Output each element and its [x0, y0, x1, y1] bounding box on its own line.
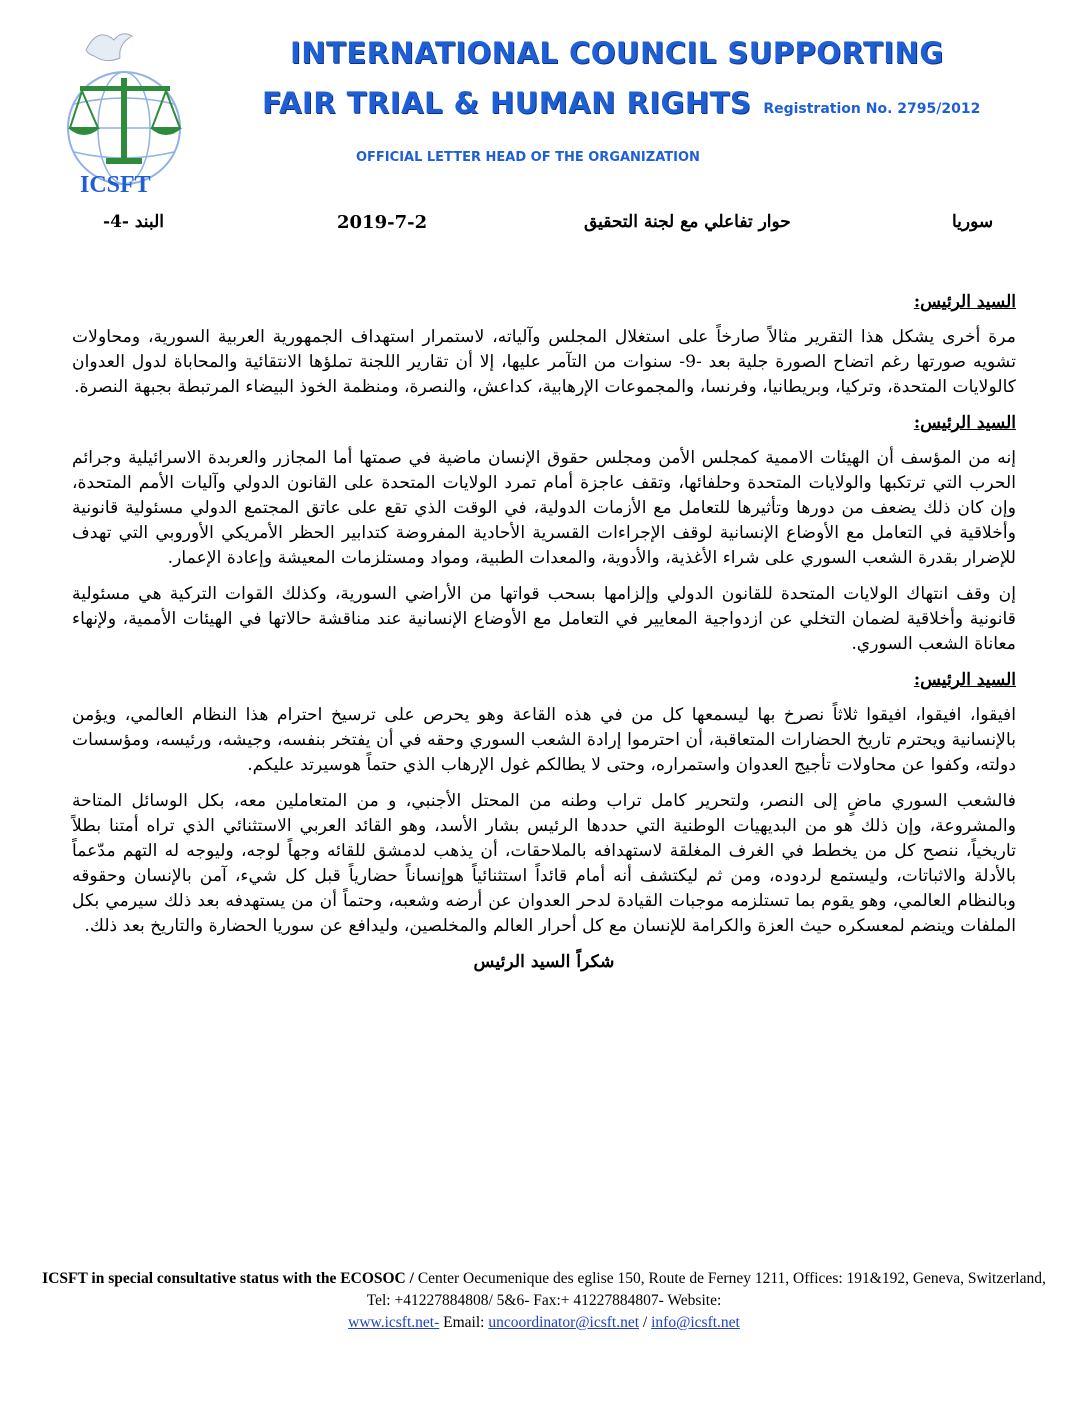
logo-text: ICSFT: [80, 172, 151, 198]
topic-agenda-item: البند -4-: [103, 212, 164, 232]
email-separator: /: [639, 1314, 652, 1331]
footer-organization-status: ICSFT in special consultative status with the ECOSOC /: [42, 1270, 414, 1287]
website-link[interactable]: www.icsft.net-: [348, 1314, 440, 1331]
topic-date: 2019-7-2: [337, 212, 428, 233]
paragraph-4: افيقوا، افيقوا، افيقوا ثلاثاً نصرخ بها ليسمعها كل من في هذه القاعة وهو يحرص على ترسيخ احترام هذا النظام العالمي، ويؤمن بالإنسانية ويحترم تاريخ الحضارات المتعاقبة، أن احترموا إرادة الشعب السوري وحقه في أن يفتخر بنفسه، وجيشه، ورئيسه، ومؤسسات دولته، وكفوا عن محاولات تأجيج العدوان واستمراره، وحتى لا يطالكم غول الإرهاب الذي حتماً هوسيرتد عليكم.: [72, 705, 1016, 775]
email-label: Email:: [439, 1314, 489, 1331]
organization-logo: [58, 20, 188, 210]
salutation-heading: السيد الرئيس:: [913, 413, 1016, 433]
official-letterhead-label: OFFICIAL LETTER HEAD OF THE ORGANIZATION: [356, 150, 700, 165]
paragraph-5: فالشعب السوري ماضٍ إلى النصر، ولتحرير كامل تراب وطنه من المحتل الأجنبي، و من المتعاملين معه، بكل الوسائل المتاحة والمشروعة، وإن ذلك هو من البديهيات الوطنية التي حددها الرئيس بشار الأسد، وهو القائد العربي الاستثنائي الذي تراه أمتنا بطلاً تاريخياً، ننصح كل من يخطط في الغرف المغلقة لاستهدافه بالملاحقات، أن يذهب لدمشق للقائه وجهاً لوجه، وليوجه له التهم مدّعماً بالأدلة والاثباتات، وليستمع لردوده، ومن ثم ليكتشف أنه أمام قائداً استثنائياً هوإنساناً حضارياً قبل كل شيء، آمن بالإنسان وحقوقه وبالنظام العالمي، وهو يقوم بما تستلزمه موجبات القيادة لدحر العدوان عن أرضه وشعبه، وحتماً أن من يستهدفه بعد ذلك سيرمي بكل الملفات وينضم لمعسكره حيث العزة والكرامة للإنسان مع كل أحرار العالم والمخلصين، وليدافع عن سوريا الحضارة والتاريخ بعد ذلك.: [72, 791, 1016, 936]
paragraph-1: مرة أخرى يشكل هذا التقرير مثالاً صارخاً على استغلال المجلس وآلياته، لاستمرار استهداف الجمهورية العربية السورية، ومحاولات تشويه صورتها رغم اتضاح الصورة جلية بعد -9- سنوات من التآمر عليها، إلا أن تقارير اللجنة تملؤها الانتقائية والمحاباة لدول العدوان كالولايات المتحدة، وتركيا، وبريطانيا، وفرنسا، والمجموعات الإرهابية، كداعش، والنصرة، ومنظمة الخوذ البيضاء المرتبطة بجبهة النصرة.: [72, 327, 1017, 397]
paragraph-2: إنه من المؤسف أن الهيئات الاممية كمجلس الأمن ومجلس حقوق الإنسان ماضية في صمتها أما المجازر والعربدة الاسرائيلية وجرائم الحرب التي ترتكبها والولايات المتحدة وحلفائها، وتقف عاجزة أمام تمرد الولايات المتحدة على القانون الدولي وآليات الأمم المتحدة، وإن كان ذلك يضعف من دورها وتأثيرها للتعامل مع الأزمات الدولية، في الوقت الذي تقع على عاتق المجتمع الدولي مسئولية قانونية وأخلاقية في التعامل مع الأوضاع الإنسانية لوقف الإجراءات القسرية الأحادية المفروضة كتدابير الحظر الأمريكي الأوروبي التي تهدف للإضرار بقدرة الشعب السوري على شراء الأغذية، والأدوية، والمعدات الطبية، ومواد ومستلزمات المعيشة وإعادة الإعمار.: [72, 448, 1016, 568]
organization-name-line2-row: [262, 86, 980, 120]
topic-country: سوريا: [952, 212, 994, 232]
footer-address: Center Oecumenique des eglise 150, Route de Ferney 1211, Offices: 191&192, Geneva, Switzerland, Tel: +41227884808/ 5&6- Fax:+ 41227884807- Website:: [366, 1270, 1046, 1309]
salutation-heading: السيد الرئيس:: [913, 670, 1016, 690]
topic-dialogue: حوار تفاعلي مع لجنة التحقيق: [584, 212, 791, 232]
registration-number: Registration No. 2795/2012: [763, 101, 981, 117]
organization-name-line1: INTERNATIONAL COUNCIL SUPPORTING: [290, 36, 944, 70]
email-link-coordinator[interactable]: uncoordinator@icsft.net: [488, 1314, 640, 1331]
statement-body: [72, 290, 1016, 986]
letter-footer: [40, 1268, 1048, 1334]
salutation-heading: السيد الرئيس:: [913, 292, 1016, 312]
organization-name-line2: FAIR TRIAL & HUMAN RIGHTS: [262, 86, 752, 120]
email-link-info[interactable]: info@icsft.net: [651, 1314, 740, 1331]
paragraph-3: إن وقف انتهاك الولايات المتحدة للقانون الدولي وإلزامها بسحب قواتها من الأراضي السورية، وكذلك القوات التركية هي مسئولية قانونية وأخلاقية لضمان التخلي عن ازدواجية المعايير في التعامل مع الأوضاع الإنسانية عند مناقشة حالاتها في الهيئات الأممية، ولإنهاء معاناة الشعب السوري.: [72, 584, 1016, 654]
closing-thanks: شكراً السيد الرئيس: [473, 952, 615, 972]
